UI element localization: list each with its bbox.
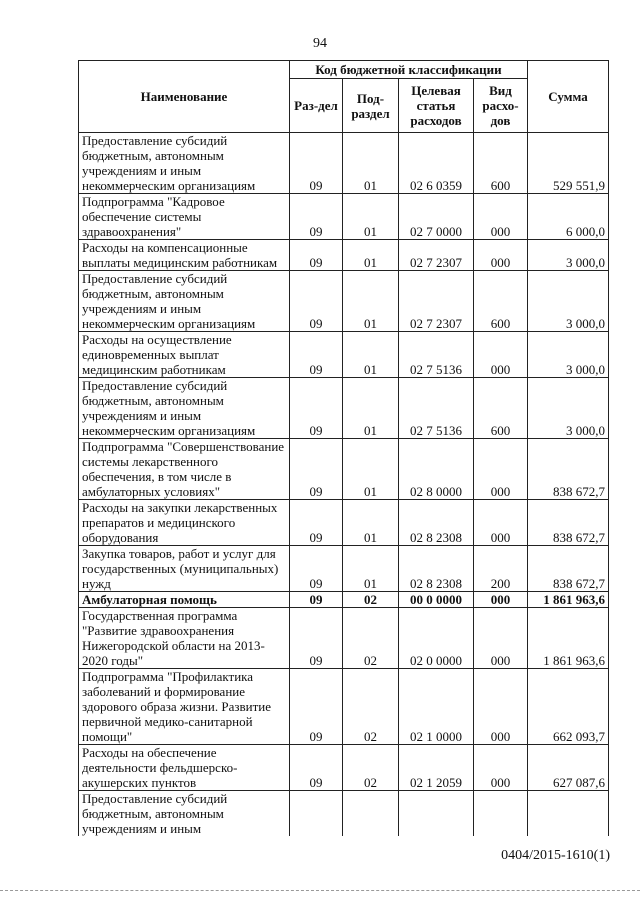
row-podrazdel: 01	[343, 133, 399, 194]
row-razdel: 09	[290, 194, 343, 240]
row-name: Подпрограмма "Кадровое обеспечение системы здравоохранения"	[79, 194, 290, 240]
row-podrazdel: 01	[343, 271, 399, 332]
row-sum: 3 000,0	[528, 271, 609, 332]
row-vid: 000	[474, 194, 528, 240]
table-row	[79, 271, 609, 332]
row-vid: 000	[474, 500, 528, 546]
row-sum: 627 087,6	[528, 745, 609, 791]
row-sum: 3 000,0	[528, 332, 609, 378]
bottom-divider	[0, 890, 640, 891]
row-target: 00 0 0000	[399, 592, 474, 608]
row-sum: 838 672,7	[528, 439, 609, 500]
row-vid: 600	[474, 271, 528, 332]
row-podrazdel: 01	[343, 194, 399, 240]
table-row	[79, 240, 609, 271]
row-target: 02 0 0000	[399, 608, 474, 669]
row-sum: 1 861 963,6	[528, 592, 609, 608]
row-podrazdel	[343, 791, 399, 837]
row-razdel: 09	[290, 271, 343, 332]
row-podrazdel: 01	[343, 546, 399, 592]
header-code-group: Код бюджетной классификации	[290, 61, 528, 79]
row-sum: 6 000,0	[528, 194, 609, 240]
table-row-section	[79, 592, 609, 608]
row-target: 02 6 0359	[399, 133, 474, 194]
row-name: Предоставление субсидий бюджетным, автономным учреждениям и иным некоммерческим организациям	[79, 133, 290, 194]
row-podrazdel: 02	[343, 745, 399, 791]
table-row	[79, 745, 609, 791]
budget-table	[78, 60, 609, 836]
table-row	[79, 669, 609, 745]
header-sum: Сумма	[528, 61, 609, 133]
row-vid: 200	[474, 546, 528, 592]
header-target: Целевая статья расходов	[399, 79, 474, 133]
row-name: Амбулаторная помощь	[79, 592, 290, 608]
row-sum: 3 000,0	[528, 378, 609, 439]
row-podrazdel: 01	[343, 378, 399, 439]
row-name: Расходы на компенсационные выплаты медицинским работникам	[79, 240, 290, 271]
row-podrazdel: 01	[343, 332, 399, 378]
row-target: 02 7 5136	[399, 378, 474, 439]
row-target: 02 7 2307	[399, 240, 474, 271]
row-name: Предоставление субсидий бюджетным, автономным учреждениям и иным некоммерческим организациям	[79, 271, 290, 332]
row-razdel: 09	[290, 439, 343, 500]
row-target: 02 7 5136	[399, 332, 474, 378]
row-razdel: 09	[290, 500, 343, 546]
document-code: 0404/2015-1610(1)	[501, 848, 610, 863]
row-sum: 1 861 963,6	[528, 608, 609, 669]
row-name: Подпрограмма "Профилактика заболеваний и формирование здорового образа жизни. Развитие первичной медико-санитарной помощи"	[79, 669, 290, 745]
row-podrazdel: 02	[343, 608, 399, 669]
row-vid: 000	[474, 332, 528, 378]
row-razdel: 09	[290, 240, 343, 271]
row-podrazdel: 01	[343, 439, 399, 500]
row-razdel: 09	[290, 608, 343, 669]
row-name: Подпрограмма "Совершенствование системы лекарственного обеспечения, в том числе в амбулаторных условиях"	[79, 439, 290, 500]
row-name: Расходы на закупки лекарственных препаратов и медицинского оборудования	[79, 500, 290, 546]
header-name: Наименование	[79, 61, 290, 133]
row-podrazdel: 02	[343, 669, 399, 745]
row-name: Расходы на обеспечение деятельности фельдшерско-акушерских пунктов	[79, 745, 290, 791]
row-razdel: 09	[290, 133, 343, 194]
row-podrazdel: 02	[343, 592, 399, 608]
row-razdel	[290, 791, 343, 837]
table-row	[79, 500, 609, 546]
row-razdel: 09	[290, 592, 343, 608]
row-vid: 600	[474, 133, 528, 194]
row-razdel: 09	[290, 546, 343, 592]
row-razdel: 09	[290, 745, 343, 791]
row-vid: 000	[474, 669, 528, 745]
row-vid: 000	[474, 592, 528, 608]
row-vid: 600	[474, 378, 528, 439]
row-sum: 529 551,9	[528, 133, 609, 194]
row-razdel: 09	[290, 378, 343, 439]
row-target: 02 8 0000	[399, 439, 474, 500]
table-row	[79, 332, 609, 378]
row-vid: 000	[474, 439, 528, 500]
row-sum: 838 672,7	[528, 546, 609, 592]
row-razdel: 09	[290, 332, 343, 378]
row-razdel: 09	[290, 669, 343, 745]
row-target	[399, 791, 474, 837]
row-sum	[528, 791, 609, 837]
row-name: Предоставление субсидий бюджетным, автономным учреждениям и иным некоммерческим организациям	[79, 378, 290, 439]
row-sum: 662 093,7	[528, 669, 609, 745]
row-name: Государственная программа "Развитие здравоохранения Нижегородской области на 2013-2020 годы"	[79, 608, 290, 669]
table-row-partial	[79, 791, 609, 837]
row-target: 02 8 2308	[399, 546, 474, 592]
table-row	[79, 439, 609, 500]
table-row	[79, 546, 609, 592]
table-row	[79, 608, 609, 669]
row-name: Расходы на осуществление единовременных выплат медицинским работникам	[79, 332, 290, 378]
row-podrazdel: 01	[343, 500, 399, 546]
row-target: 02 8 2308	[399, 500, 474, 546]
table-row	[79, 194, 609, 240]
row-vid	[474, 791, 528, 837]
header-podrazdel: Под-раздел	[343, 79, 399, 133]
row-sum: 838 672,7	[528, 500, 609, 546]
row-target: 02 7 0000	[399, 194, 474, 240]
row-vid: 000	[474, 240, 528, 271]
row-target: 02 1 2059	[399, 745, 474, 791]
page-number: 94	[313, 36, 327, 51]
row-vid: 000	[474, 745, 528, 791]
table-row	[79, 378, 609, 439]
row-name: Предоставление субсидий бюджетным, автономным учреждениям и иным	[79, 791, 290, 837]
row-sum: 3 000,0	[528, 240, 609, 271]
header-razdel: Раз-дел	[290, 79, 343, 133]
row-target: 02 7 2307	[399, 271, 474, 332]
row-target: 02 1 0000	[399, 669, 474, 745]
table-row	[79, 133, 609, 194]
row-vid: 000	[474, 608, 528, 669]
row-name: Закупка товаров, работ и услуг для государственных (муниципальных) нужд	[79, 546, 290, 592]
header-vid: Вид расхо-дов	[474, 79, 528, 133]
row-podrazdel: 01	[343, 240, 399, 271]
